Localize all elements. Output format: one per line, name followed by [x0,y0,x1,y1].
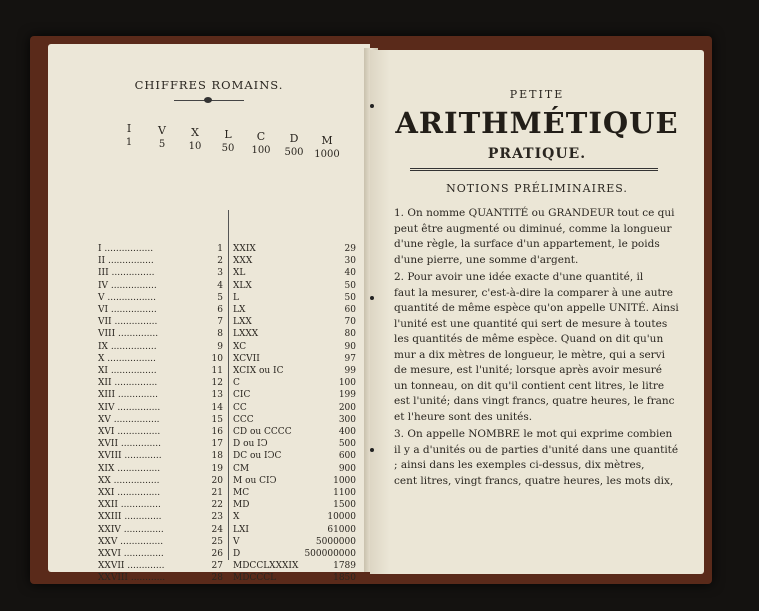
arabic-cell: 10000 [327,512,356,523]
text-line: quantité de même espèce qu'on appelle UNITÉ. Ainsi [394,302,679,314]
roman-symbol: M [321,134,333,147]
stitch-mark [370,448,374,452]
roman-cell: CIC [233,390,251,401]
arabic-cell: 600 [338,451,356,462]
arabic-cell: 8 [217,329,223,340]
arabic-cell: 21 [211,488,223,498]
stitch-mark [370,296,374,300]
roman-cell: XVI ............... [98,427,161,437]
arabic-cell: 50 [344,280,356,291]
roman-cell: CD ou CCCC [233,427,292,437]
text-line: l'unité est une quantité qui sert de mesure à toutes [394,317,668,330]
table-row [98,329,368,340]
text-line: 1. On nomme QUANTITÉ ou GRANDEUR tout ce qui [394,207,675,219]
arabic-cell: 5000000 [315,536,356,547]
roman-cell: III ............... [98,268,155,279]
roman-cell: XXI ............... [98,488,161,498]
arabic-cell: 50 [344,292,356,303]
roman-cell: XCIX ou IC [233,366,284,376]
ornament-icon [174,100,244,103]
text-line: peut être augmenté ou diminué, comme la longueur [394,222,672,235]
arabic-cell: 28 [211,573,223,584]
roman-cell: D ou IↃ [233,439,268,450]
arabic-cell: 15 [211,414,223,425]
roman-symbol: L [224,128,232,141]
table-row [98,317,368,328]
roman-cell: X [233,512,240,523]
roman-cell: IX ................ [98,341,157,352]
arabic-cell: 1000 [333,475,356,486]
text-line: 3. On appelle NOMBRE le mot qui exprime combien [394,428,673,440]
roman-numeral [180,126,210,152]
arabic-cell: 99 [344,366,356,376]
table-row [98,451,368,462]
roman-cell: DC ou IↃC [233,451,282,462]
roman-value: 500 [284,147,304,158]
roman-cell: XXVII ............. [98,561,165,572]
arabic-cell: 100 [338,378,356,389]
roman-cell: C [233,378,240,389]
text-line: d'une règle, la surface d'un appartement, le poids [394,238,660,250]
table-row [98,256,368,267]
arabic-cell: 1500 [333,500,356,511]
roman-cell: LXX [233,317,252,328]
roman-numeral [213,128,243,154]
roman-symbol: C [256,130,266,143]
table-row [98,476,368,487]
roman-cell: XVIII ............. [98,451,162,462]
arabic-cell: 26 [211,549,223,559]
roman-value: 10 [188,141,202,152]
text-line: mur a dix mètres de longueur, le mètre, qui a servi [394,348,665,361]
roman-cell: X ................. [98,353,156,364]
roman-cell: M ou CIↃ [233,475,277,486]
arabic-cell: 14 [211,402,223,413]
arabic-cell: 30 [344,256,356,267]
roman-numeral [246,130,276,156]
arabic-cell: 22 [211,500,223,511]
roman-cell: V [233,536,240,547]
table-row [98,342,368,353]
table-row [98,378,368,389]
table-row [98,354,368,365]
roman-numeral [312,134,342,160]
roman-cell: XIX ............... [98,463,161,474]
roman-cell: MDCCCL [233,573,277,584]
arabic-cell: 200 [338,402,356,413]
text-line: 2. Pour avoir une idée exacte d'une quantité, il [394,271,644,283]
table-row [98,305,368,316]
arabic-cell: 1100 [333,488,356,498]
table-row [98,464,368,475]
roman-cell: CC [233,402,247,413]
text-line: de mesure, est l'unité; lorsque après avoir mesuré [394,364,662,376]
roman-cell: I ................. [98,244,154,254]
roman-cell: XV ................ [98,414,160,425]
text-line: les quantités de même espèce. Quand on dit qu'un [394,333,664,345]
arabic-cell: 1789 [333,561,356,572]
arabic-cell: 27 [211,561,223,572]
stitch-mark [370,104,374,108]
roman-cell: XX ................ [98,475,160,486]
arabic-cell: 500000000 [304,549,356,559]
arabic-cell: 5 [217,292,223,303]
table-row [98,512,368,523]
text-line: cent litres, vingt francs, quatre heures, les mots dix, [394,474,674,487]
roman-cell: XII ............... [98,378,158,389]
arabic-cell: 1 [217,244,223,254]
table-row [98,537,368,548]
roman-value: 1 [125,137,133,148]
roman-cell: XCVII [233,353,260,364]
arabic-cell: 2 [217,256,223,267]
text-line: faut la mesurer, c'est-à-dire la comparer à une autre [394,286,673,299]
table-row [98,549,368,560]
roman-cell: LX [233,305,246,315]
text-line: un tonneau, on dit qu'il contient cent litres, le litre [394,379,665,392]
roman-cell: XIV ............... [98,402,161,413]
arabic-cell: 29 [344,244,356,254]
roman-numeral [279,132,309,158]
text-line: il y a d'unités ou de parties d'unité dans une quantité [394,443,679,456]
text-line: ; ainsi dans les exemples ci-dessus, dix mètres, [394,459,645,471]
arabic-cell: 300 [338,414,356,425]
roman-cell: MC [233,488,250,498]
text-line: d'une pierre, une somme d'argent. [394,253,579,266]
arabic-cell: 12 [211,378,223,389]
arabic-cell: 10 [211,353,223,364]
roman-value: 5 [158,139,166,150]
arabic-cell: 90 [344,341,356,352]
arabic-cell: 40 [344,268,356,279]
arabic-cell: 16 [211,427,223,437]
roman-cell: XXVI .............. [98,549,164,559]
arabic-cell: 199 [338,390,356,401]
right-page [370,50,704,574]
arabic-cell: 24 [211,524,223,535]
roman-value: 50 [221,143,235,154]
book-title-small: PETITE [509,88,565,101]
roman-cell: MDCCLXXXIX [233,561,299,572]
roman-symbol: V [158,124,166,137]
table-row [98,281,368,292]
left-page [48,44,370,584]
title-rule [410,168,658,171]
arabic-cell: 17 [211,439,223,450]
table-row [98,244,368,255]
roman-numerals-header [114,122,374,162]
paragraph [394,427,684,489]
roman-symbol: I [126,122,132,135]
table-row [98,427,368,438]
arabic-cell: 20 [211,475,223,486]
arabic-cell: 18 [211,451,223,462]
roman-numeral [147,124,177,150]
paragraph [394,206,684,268]
roman-cell: XVII .............. [98,439,161,450]
table-row [98,525,368,536]
roman-cell: CM [233,463,250,474]
roman-cell: IV ................ [98,280,157,291]
roman-value: 100 [251,145,271,156]
table-row [98,366,368,377]
roman-cell: XC [233,341,247,352]
roman-cell: VII ............... [98,317,158,328]
text-line: et l'heure sont des unités. [394,410,533,423]
roman-cell: MD [233,500,250,511]
table-row [98,561,368,572]
roman-cell: VIII .............. [98,329,159,340]
arabic-cell: 400 [338,427,356,437]
arabic-cell: 70 [344,317,356,328]
left-page-title: CHIFFRES ROMAINS. [134,78,284,92]
roman-cell: II ................ [98,256,154,267]
section-heading: NOTIONS PRÉLIMINAIRES. [446,182,628,195]
table-row [98,390,368,401]
arabic-cell: 11 [211,366,223,376]
table-row [98,488,368,499]
roman-cell: XLX [233,280,252,291]
roman-cell: LXI [233,524,249,535]
arabic-cell: 4 [217,280,223,291]
table-row [98,415,368,426]
arabic-cell: 3 [217,268,223,279]
roman-cell: D [233,549,241,559]
text-line: est l'unité; dans vingt francs, quatre heures, le franc [394,395,675,407]
arabic-cell: 23 [211,512,223,523]
arabic-cell: 80 [344,329,356,340]
roman-cell: LXXX [233,329,259,340]
table-row [98,403,368,414]
roman-cell: XXX [233,256,253,267]
arabic-cell: 60 [344,305,356,315]
roman-cell: XXV ............... [98,536,164,547]
roman-cell: XIII .............. [98,390,158,401]
roman-cell: XXVIII ............ [98,573,166,584]
roman-numeral [114,122,144,148]
arabic-cell: 500 [338,439,356,450]
roman-cell: VI ................ [98,305,157,315]
roman-cell: XXIII ............. [98,512,162,523]
table-row [98,293,368,304]
roman-symbol: X [191,126,199,139]
roman-cell: XXIV .............. [98,524,164,535]
arabic-cell: 900 [338,463,356,474]
table-row [98,268,368,279]
arabic-cell: 6 [217,305,223,315]
roman-cell: XL [233,268,246,279]
arabic-cell: 7 [217,317,223,328]
roman-value: 1000 [314,149,340,160]
roman-cell: V ................. [98,292,156,303]
book-subtitle: PRATIQUE. [487,146,587,162]
book-title: ARITHMÉTIQUE [395,106,679,140]
roman-cell: L [233,292,239,303]
roman-cell: CCC [233,414,254,425]
arabic-cell: 25 [211,536,223,547]
roman-symbol: D [289,132,299,145]
roman-cell: XXIX [233,244,256,254]
roman-cell: XI ................ [98,366,157,376]
arabic-cell: 9 [217,341,223,352]
table-row [98,439,368,450]
arabic-cell: 13 [211,390,223,401]
roman-cell: XXII .............. [98,500,161,511]
arabic-cell: 19 [211,463,223,474]
arabic-cell: 1850 [333,573,356,584]
arabic-cell: 61000 [327,524,356,535]
table-row [98,500,368,511]
paragraph [394,270,684,425]
table-row [98,573,368,584]
arabic-cell: 97 [344,353,356,364]
